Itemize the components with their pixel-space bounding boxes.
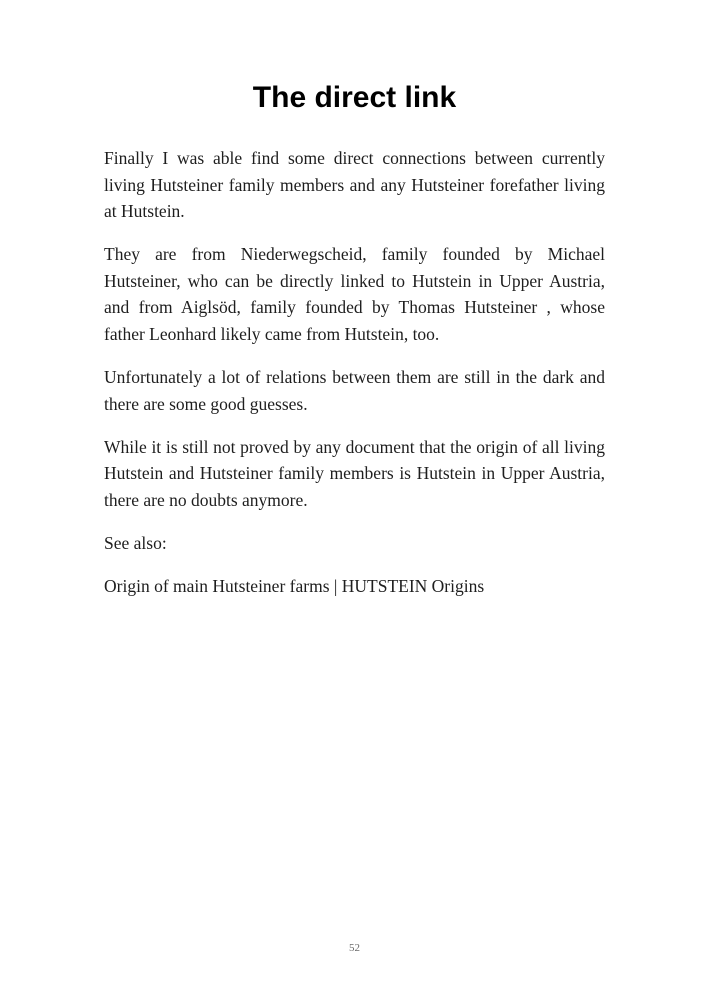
- paragraph-families: They are from Niederwegscheid, family founded by Michael Hutsteiner, who can be directly linked to Hutstein in Upper Austria, and from Aiglsöd, family founded by Thomas Hutsteiner , whose father Leonhard likely came from Hutstein, too.: [104, 244, 605, 345]
- body-text: [104, 145, 605, 616]
- see-also-label: See also:: [104, 533, 167, 554]
- page-number: 52: [349, 942, 360, 954]
- paragraph-conclusion: While it is still not proved by any document that the origin of all living Hutstein and Hutsteiner family members is Hutstein in Upper Austria, there are no doubts anymore.: [104, 436, 605, 511]
- paragraph-relations: Unfortunately a lot of relations between them are still in the dark and there are some good guesses.: [104, 367, 605, 414]
- paragraph-intro: Finally I was able find some direct connections between currently living Hutsteiner family members and any Hutsteiner forefather living at Hutstein.: [104, 148, 605, 222]
- see-also-link[interactable]: Origin of main Hutsteiner farms | HUTSTEIN Origins: [104, 576, 485, 597]
- page-title: The direct link: [252, 81, 457, 114]
- see-also-paragraph: [104, 573, 605, 600]
